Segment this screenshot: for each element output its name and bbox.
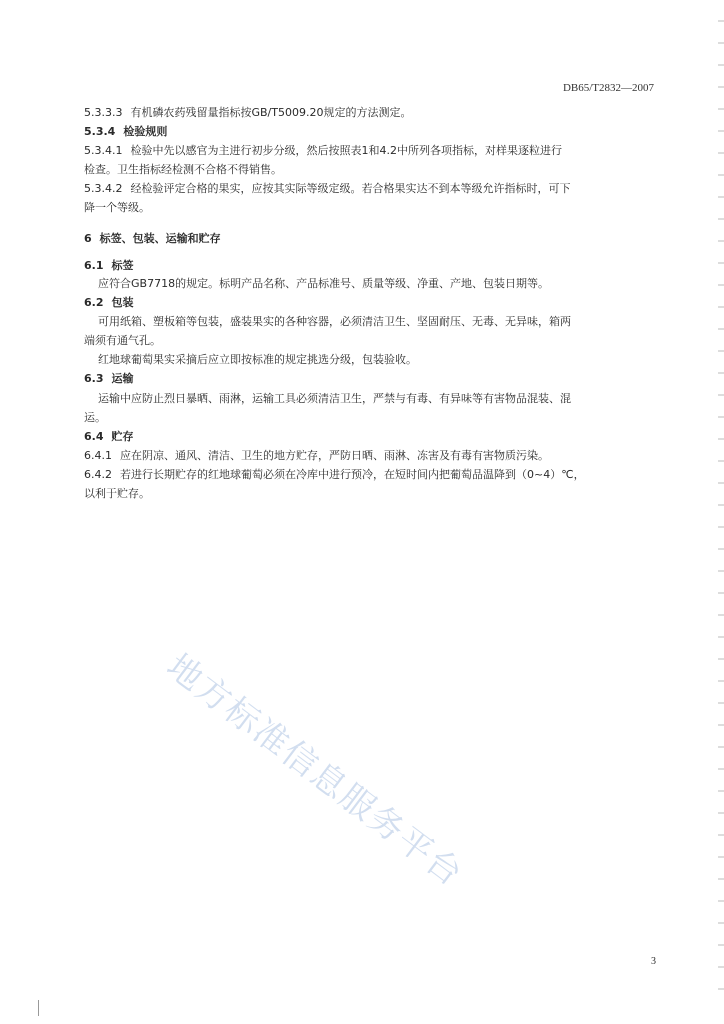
clause-6-2-text-2: 红地球葡萄果实采摘后应立即按标准的规定挑选分级，包装验收。 — [98, 353, 417, 366]
watermark-text: 地方标准信息服务平台 — [159, 646, 471, 895]
heading-6-4: 6.4 贮存 — [84, 430, 134, 443]
clause-5-3-4-1: 5.3.4.1 检验中先以感官为主进行初步分级，然后按照表1和4.2中所列各项指标，对样果逐粒进行 — [84, 144, 562, 157]
clause-6-4-1: 6.4.1 应在阴凉、通风、清洁、卫生的地方贮存，严防日晒、雨淋、冻害及有毒有害物质污染。 — [84, 449, 549, 462]
heading-5-3-4: 5.3.4 检验规则 — [84, 125, 168, 138]
heading-6-2: 6.2 包装 — [84, 296, 134, 309]
heading-6-1: 6.1 标签 — [84, 259, 134, 272]
scan-corner-tick — [38, 1000, 39, 1016]
clause-5-3-3-3: 5.3.3.3 有机磷农药残留量指标按GB/T5009.20规定的方法测定。 — [84, 106, 412, 119]
scan-edge-marks — [718, 20, 724, 1000]
page-number: 3 — [651, 956, 656, 967]
clause-6-2-text: 可用纸箱、塑板箱等包装，盛装果实的各种容器，必须清洁卫生、坚固耐压、无毒、无异味，箱两 — [98, 315, 571, 328]
document-code: DB65/T2832—2007 — [562, 82, 654, 94]
clause-5-3-4-1-cont: 检查。卫生指标经检测不合格不得销售。 — [84, 163, 282, 176]
clause-6-4-2-cont: 以利于贮存。 — [84, 487, 150, 500]
clause-6-3-text-cont: 运。 — [84, 411, 106, 424]
clause-6-1-text: 应符合GB7718的规定。标明产品名称、产品标准号、质量等级、净重、产地、包装日期等。 — [98, 277, 550, 290]
clause-5-3-4-2-cont: 降一个等级。 — [84, 201, 150, 214]
clause-5-3-4-2: 5.3.4.2 经检验评定合格的果实，应按其实际等级定级。若合格果实达不到本等级允许指标时，可下 — [84, 182, 571, 195]
clause-6-4-2: 6.4.2 若进行长期贮存的红地球葡萄必须在冷库中进行预冷，在短时间内把葡萄品温降到（0~4）℃， — [84, 468, 585, 481]
heading-6: 6 标签、包装、运输和贮存 — [84, 232, 221, 245]
clause-6-3-text: 运输中应防止烈日暴晒、雨淋，运输工具必须清洁卫生，严禁与有毒、有异味等有害物品混装、混 — [98, 392, 571, 405]
heading-6-3: 6.3 运输 — [84, 372, 134, 385]
clause-6-2-text-cont: 端须有通气孔。 — [84, 334, 161, 347]
